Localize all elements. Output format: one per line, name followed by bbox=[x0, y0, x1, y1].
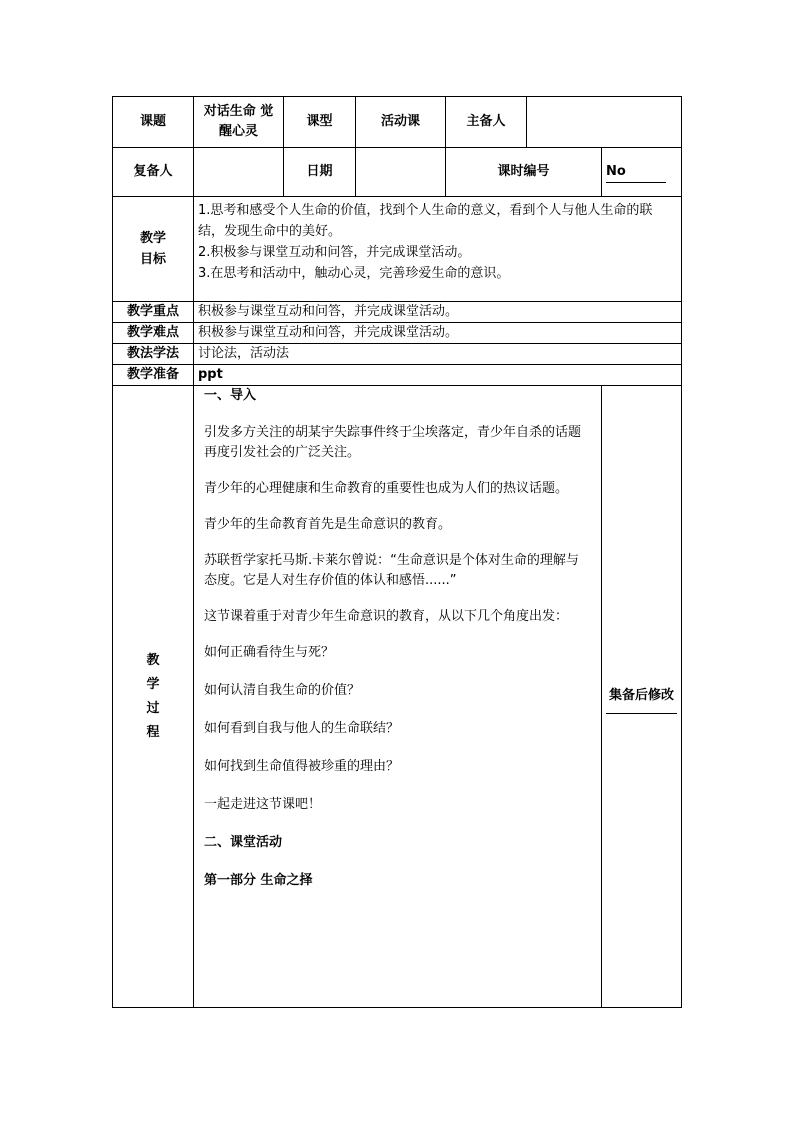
lesson-code-label: 课时编号 bbox=[446, 148, 602, 197]
prep-label: 教学准备 bbox=[113, 365, 194, 386]
co-preparer-value bbox=[194, 148, 284, 197]
process-paragraph: 苏联哲学家托马斯.卡莱尔曾说：“生命意识是个体对生命的理解与态度。它是人对生存价值的体认和感悟......” bbox=[204, 553, 579, 588]
type-label: 课型 bbox=[284, 97, 356, 148]
part1-title: 第一部分 生命之择 bbox=[204, 873, 313, 888]
date-value bbox=[356, 148, 446, 197]
difficulty-label: 教学难点 bbox=[113, 323, 194, 344]
objectives-row bbox=[113, 197, 682, 302]
section-intro-title: 一、导入 bbox=[204, 388, 257, 403]
difficulty-row bbox=[113, 323, 682, 344]
method-value: 讨论法，活动法 bbox=[194, 344, 682, 365]
lesson-code-value: No bbox=[606, 162, 666, 183]
method-label: 教法学法 bbox=[113, 344, 194, 365]
objectives-label: 教学 目标 bbox=[113, 197, 194, 302]
process-paragraph: 引发多方关注的胡某宇失踪事件终于尘埃落定，青少年自杀的话题再度引发社会的广泛关注。 bbox=[204, 425, 582, 460]
process-row bbox=[113, 386, 682, 1008]
prep-row bbox=[113, 365, 682, 386]
lead-preparer-value bbox=[527, 97, 682, 148]
co-preparer-label: 复备人 bbox=[113, 148, 194, 197]
process-question: 如何认清自我生命的价值？ bbox=[204, 683, 361, 698]
topic-label: 课题 bbox=[113, 97, 194, 148]
header-row-2 bbox=[113, 148, 682, 197]
key-point-row bbox=[113, 302, 682, 323]
date-label: 日期 bbox=[284, 148, 356, 197]
process-paragraph: 这节课着重于对青少年生命意识的教育，从以下几个角度出发： bbox=[204, 609, 569, 624]
prep-value: ppt bbox=[194, 365, 682, 386]
objective-item: 1.思考和感受个人生命的价值，找到个人生命的意义，看到个人与他人生命的联结，发现生命中的美好。 bbox=[198, 203, 653, 239]
key-point-label: 教学重点 bbox=[113, 302, 194, 323]
objective-item: 2.积极参与课堂互动和问答，并完成课堂活动。 bbox=[198, 245, 471, 260]
process-question: 如何看到自我与他人的生命联结？ bbox=[204, 721, 400, 736]
objectives-content bbox=[194, 197, 682, 302]
process-paragraph: 一起走进这节课吧！ bbox=[204, 797, 322, 812]
lesson-code-cell bbox=[602, 148, 682, 197]
key-point-value: 积极参与课堂互动和问答，并完成课堂活动。 bbox=[194, 302, 682, 323]
process-content bbox=[194, 386, 602, 1008]
process-label: 教 学 过 程 bbox=[113, 386, 194, 1008]
revision-column bbox=[602, 386, 682, 1008]
process-paragraph: 青少年的心理健康和生命教育的重要性也成为人们的热议话题。 bbox=[204, 481, 569, 496]
topic-value: 对话生命 觉醒心灵 bbox=[194, 97, 284, 148]
process-question: 如何正确看待生与死？ bbox=[204, 645, 335, 660]
process-question: 如何找到生命值得被珍重的理由？ bbox=[204, 759, 400, 774]
type-value: 活动课 bbox=[356, 97, 446, 148]
lesson-plan-table bbox=[112, 96, 682, 1008]
lead-preparer-label: 主备人 bbox=[446, 97, 527, 148]
header-row-1 bbox=[113, 97, 682, 148]
process-paragraph: 青少年的生命教育首先是生命意识的教育。 bbox=[204, 517, 452, 532]
section-activity-title: 二、课堂活动 bbox=[204, 835, 283, 850]
method-row bbox=[113, 344, 682, 365]
difficulty-value: 积极参与课堂互动和问答，并完成课堂活动。 bbox=[194, 323, 682, 344]
objective-item: 3.在思考和活动中，触动心灵，完善珍爱生命的意识。 bbox=[198, 266, 510, 281]
revision-header: 集备后修改 bbox=[606, 679, 677, 714]
